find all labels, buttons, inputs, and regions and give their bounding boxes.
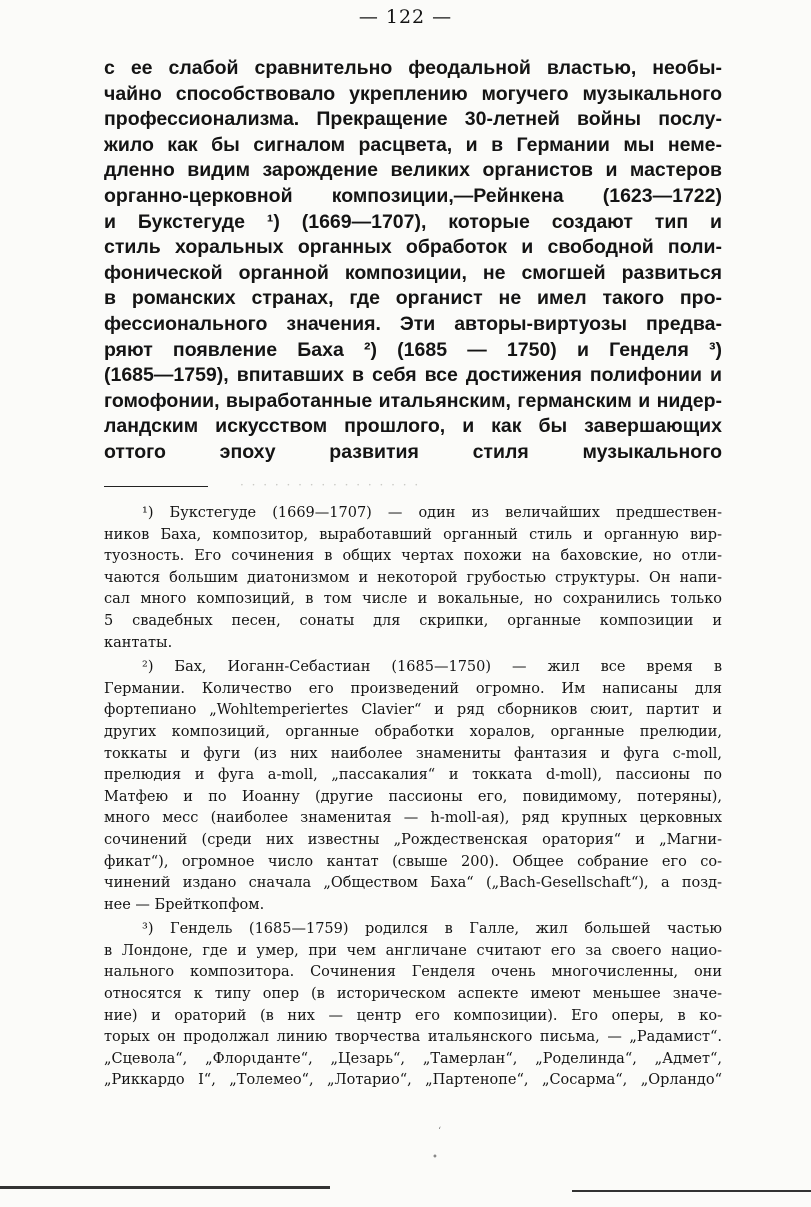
footnote-line: ²) Бах, Иоганн-Себастиан (1685—1750) — жил все время в: [142, 659, 722, 676]
footnotes: [104, 503, 722, 1095]
footnote-line: торых он продолжал линию творчества итальянского письма, — „Радамист“.: [104, 1029, 722, 1046]
footnote-line: других композиций, органные обработки хоралов, органные прелюдии,: [104, 723, 722, 740]
footnote-line: фортепиано „Wohltemperiertes Clavier“ и ряд сборников сюит, партит и: [104, 702, 722, 719]
footnote-line: нее — Брейткопфом.: [104, 896, 265, 913]
text-line: и Букстегуде ¹) (1669—1707), которые создают тип и: [104, 210, 722, 233]
bottom-rule-right: [572, 1190, 811, 1192]
footnote-line: Матфею и по Иоанну (другие пассионы его, повидимому, потеряны),: [104, 788, 722, 805]
text-line: дленно видим зарождение великих органистов и мастеров: [104, 159, 722, 182]
footnote-line: токкаты и фуги (из них наиболее знамениты фантазия и фуга c-moll,: [104, 745, 722, 762]
footnote-line: чинений издано сначала „Обществом Баха“ („Bach-Gesellschaft“), а позд-: [104, 875, 722, 892]
footnote-line: 5 свадебных песен, сонаты для скрипки, органные композиции и: [104, 612, 722, 629]
text-line: ландским искусством прошлого, и как бы завершающих: [104, 415, 722, 438]
footnote-line: сал много композиций, в том числе и вокальные, но сохранились только: [104, 591, 722, 608]
footnote-line: в Лондоне, где и умер, при чем англичане считают его за своего нацио-: [104, 942, 722, 959]
footnote-line: сочинений (среди них известны „Рождественская оратория“ и „Магни-: [104, 831, 722, 848]
footnote: [104, 657, 722, 916]
footnote-line: нального композитора. Сочинения Генделя очень многочисленны, они: [104, 964, 722, 981]
text-line: оттого эпоху развития стиля музыкального: [104, 440, 722, 463]
footnote-line: ников Баха, композитор, выработавший органный стиль и органную вир-: [104, 526, 722, 543]
page-number: — 122 —: [358, 6, 453, 28]
footnote-line: относятся к типу опер (в историческом аспекте имеют меньшее значе-: [104, 986, 722, 1003]
footnote-line: ние) и ораторий (в них — центр его композиции). Его оперы, в ко-: [104, 1007, 722, 1024]
footnote-line: фикат“), огромное число кантат (свыше 200). Общее собрание его со-: [104, 853, 722, 870]
footnote-line: „Риккардо I“, „Толемео“, „Лотарио“, „Партенопе“, „Сосарма“, „Орландо“: [104, 1072, 722, 1089]
footnote-line: прелюдия и фуга a-moll, „пассакалия“ и токката d-moll), пассионы по: [104, 767, 722, 784]
text-line: жило как бы сигналом расцвета, и в Германии мы неме-: [104, 133, 722, 156]
main-text: [104, 56, 722, 466]
text-line: фонической органной композиции, не смогшей развиться: [104, 261, 722, 284]
text-line: в романских странах, где органист не имел такого про-: [104, 287, 722, 310]
footnote-line: „Сцевола“, „Флоριданте“, „Цезарь“, „Тамерлан“, „Роделинда“, „Адмет“,: [104, 1050, 722, 1067]
scan-speck: ‘: [438, 1126, 442, 1137]
text-line: гомофонии, выработанные итальянским, германским и нидер-: [104, 389, 722, 412]
text-line: ряют появление Баха ²) (1685 — 1750) и Генделя ³): [104, 338, 722, 361]
footnote-line: ¹) Букстегуде (1669—1707) — один из величайших предшествен-: [142, 505, 722, 521]
text-line: с ее слабой сравнительно феодальной властью, необы-: [104, 57, 722, 79]
footnote-line: туозность. Его сочинения в общих чертах похожи на баховские, но отли-: [104, 548, 722, 565]
text-line: стиль хоральных органных обработок и свободной поли-: [104, 236, 722, 259]
bleed-through-text: · · · · · · · · · · · · · · · ·: [240, 478, 421, 492]
bottom-rule-left: [0, 1186, 330, 1189]
scan-speck: •: [432, 1152, 438, 1163]
footnote-line: чаются большим диатонизмом и некоторой грубостью структуры. Он напи-: [104, 569, 722, 586]
footnote-line: много месс (наиболее знаменитая — h-moll-ая), ряд крупных церковных: [104, 810, 722, 827]
footnote-rule: [104, 486, 208, 487]
footnote-line: кантаты.: [104, 634, 173, 651]
footnote: [104, 919, 722, 1092]
text-line: органно-церковной композиции,—Рейнкена (1623—1722): [104, 184, 722, 207]
text-line: чайно способствовало укреплению могучего музыкального: [104, 82, 722, 105]
text-line: профессионализма. Прекращение 30-летней войны послу-: [104, 108, 722, 131]
footnote-line: ³) Гендель (1685—1759) родился в Галле, жил большей частью: [142, 921, 722, 938]
footnote-line: Германии. Количество его произведений огромно. Им написаны для: [104, 680, 722, 697]
footnote: [104, 503, 722, 654]
text-line: (1685—1759), впитавших в себя все достижения полифонии и: [104, 364, 722, 387]
text-line: фессионального значения. Эти авторы-виртуозы предва-: [104, 312, 722, 335]
